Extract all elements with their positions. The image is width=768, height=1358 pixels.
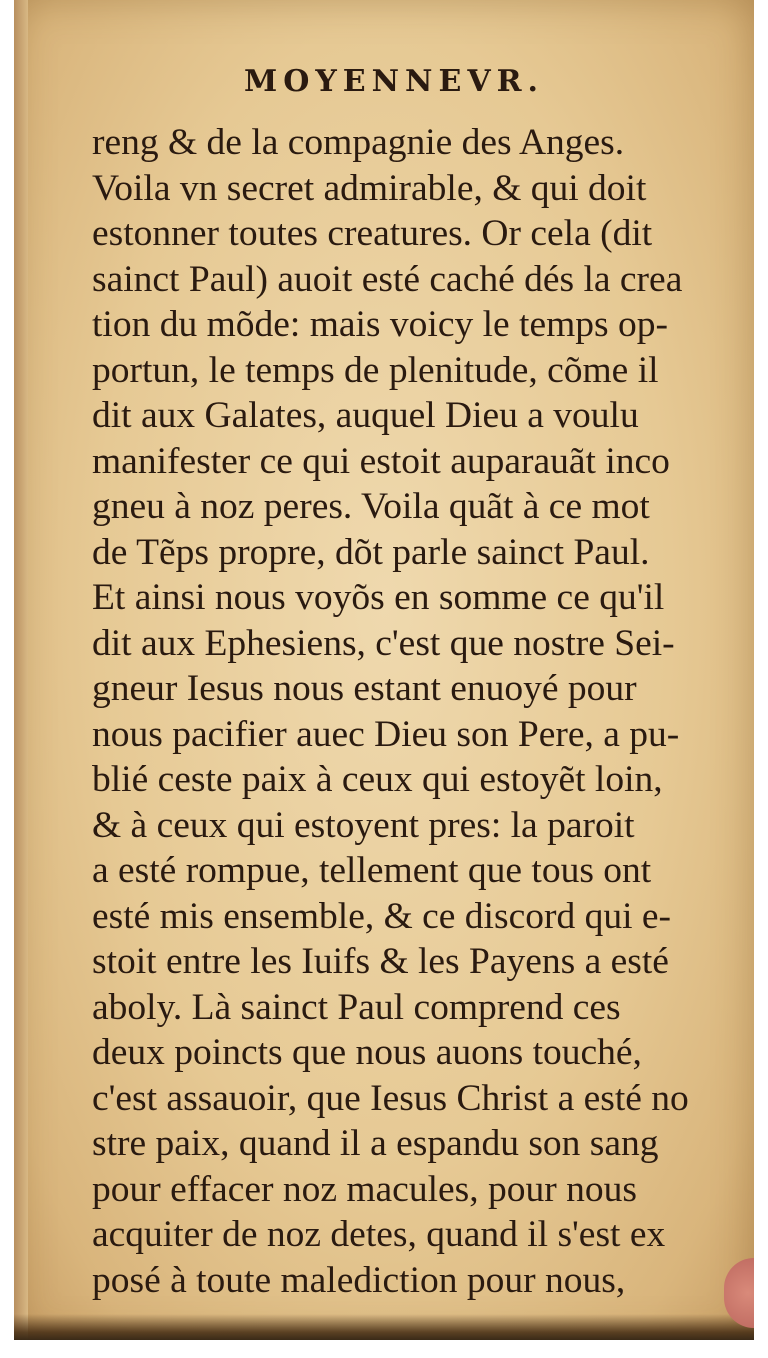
page-binding-edge <box>14 0 28 1340</box>
running-head: MOYENNEVR. <box>244 64 544 99</box>
body-text <box>92 120 712 1303</box>
text-line: tion du mõde: mais voicy le temps op- <box>92 304 668 345</box>
book-page <box>14 0 754 1340</box>
text-line: gneur Iesus nous estant enuoyé pour <box>92 668 637 709</box>
text-line: posé à toute malediction pour nous, <box>92 1259 626 1301</box>
text-line: estonner toutes creatures. Or cela (dit <box>92 213 653 254</box>
text-line: de Tẽps propre, dõt parle sainct Paul. <box>92 531 650 573</box>
text-line: sainct Paul) auoit esté caché dés la crea <box>92 258 683 300</box>
text-line: stre paix, quand il a espandu son sang <box>92 1123 659 1164</box>
text-line: Voila vn secret admirable, & qui doit <box>92 167 647 209</box>
text-line: esté mis ensemble, & ce discord qui e- <box>92 895 671 937</box>
text-line: manifester ce qui estoit auparauãt inco <box>92 440 670 482</box>
text-line: deux poincts que nous auons touché, <box>92 1032 642 1073</box>
text-line: Et ainsi nous voyõs en somme ce qu'il <box>92 577 665 618</box>
page-bottom-shadow <box>14 1314 754 1340</box>
text-line: c'est assauoir, que Iesus Christ a esté no <box>92 1077 689 1119</box>
text-line: a esté rompue, tellement que tous ont <box>92 850 652 891</box>
text-line: pour effacer noz macules, pour nous <box>92 1168 637 1210</box>
text-line: blié ceste paix à ceux qui estoyẽt loin, <box>92 759 663 800</box>
text-line: portun, le temps de plenitude, cõme il <box>92 349 659 391</box>
text-line: stoit entre les Iuifs & les Payens a esté <box>92 941 669 982</box>
text-line: reng & de la compagnie des Anges. <box>92 122 625 163</box>
text-line: & à ceux qui estoyent pres: la paroit <box>92 804 635 846</box>
text-line: dit aux Ephesiens, c'est que nostre Sei- <box>92 622 675 664</box>
text-line: aboly. Là sainct Paul comprend ces <box>92 986 621 1028</box>
text-line: acquiter de noz detes, quand il s'est ex <box>92 1214 666 1255</box>
text-line: nous pacifier auec Dieu son Pere, a pu- <box>92 713 680 755</box>
text-line: gneu à noz peres. Voila quãt à ce mot <box>92 486 650 527</box>
text-line: dit aux Galates, auquel Dieu a voulu <box>92 395 639 436</box>
